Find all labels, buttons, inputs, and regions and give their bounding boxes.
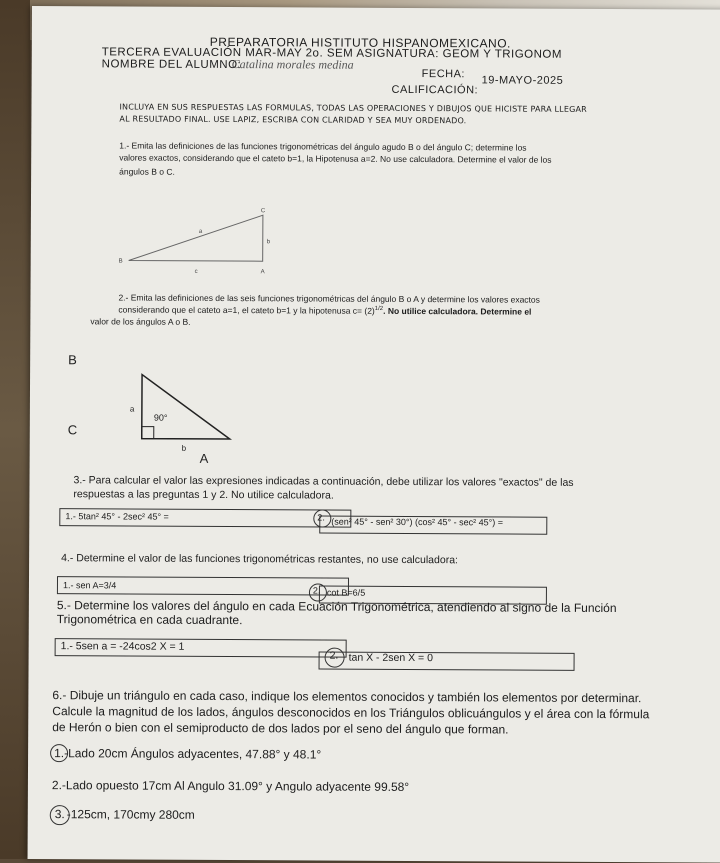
q2-triangle-diagram [60, 346, 241, 472]
q2-label-B: B [68, 352, 77, 368]
q6-item1: -Lado 20cm Ángulos adyacentes, 47.88° y 48.1° [64, 746, 322, 762]
q1-label-A: A [260, 269, 265, 276]
q3-item1: 1.- 5tan² 45° - 2sec² 45° = [65, 511, 169, 522]
q4-item2-number: 2. [312, 585, 321, 596]
q4-item2: cot B=6/5 [326, 587, 366, 598]
name-label: NOMBRE DEL ALUMNO: [101, 58, 242, 72]
q3-item2: (sen² 45° - sen² 30°) (cos² 45° - sec² 45°) = [331, 516, 504, 528]
q6-item2: 2.-Lado opuesto 17cm Al Angulo 31.09° y Angulo adyacente 99.58° [51, 778, 410, 794]
desk-edge [0, 0, 30, 859]
q1-line2: valores exactos, considerando que el cateto b=1, la Hipotenusa a=2. No use calculadora. Determine el valor de los [119, 152, 552, 165]
q6-line1: 6.- Dibuje un triángulo en cada caso, indique los elementos conocidos y también los elementos por determinar. [52, 688, 642, 706]
q1-triangle [129, 215, 263, 262]
q2-label-C: C [67, 422, 78, 438]
instructions-line2: AL RESULTADO FINAL. USE LAPIZ, ESCRIBA CON CLARIDAD Y SEA MUY ORDENADO. [119, 114, 467, 126]
grade-label: CALIFICACIÓN: [391, 83, 479, 97]
q6-item1-number: 1. [54, 746, 65, 761]
q2-line1: 2.- Emita las definiciones de las seis funciones trigonométricas del ángulo B o A y determine los valores exactos [118, 292, 540, 305]
q1-line3: ángulos B o C. [119, 166, 175, 177]
q4-line1: 4.- Determine el valor de las funciones trigonométricas restantes, no use calculadora: [61, 552, 459, 567]
q2-line2: considerando que el cateto a=1, el cateto b=1 y la hipotenusa $c= (2)^{1/2}$. No utilice calculadora. Determine el [118, 304, 532, 317]
evaluation-line: TERCERA EVALUACIÓN MAR-MAY 2o. SEM ASIGNATURA: GEOM Y TRIGONOM [101, 46, 563, 61]
q1-line1: 1.- Emita las definiciones de las funciones trigonométricas del ángulo agudo B o del ángulo C; determine los [119, 140, 527, 153]
q5-line2: Trigonométrica en cada cuadrante. [56, 612, 243, 628]
q2-right-angle-mark [142, 427, 154, 439]
school-name: PREPARATORIA HISTITUTO HISPANOMEXICANO. [209, 34, 511, 51]
q2-label-angle: 90° [153, 412, 168, 423]
q3-line1: 3.- Para calcular el valor las expresiones indicadas a continuación, debe utilizar los valores "exactos" de las [73, 474, 574, 489]
q2-label-a: a [129, 404, 135, 414]
q6-item3-number: 3. [54, 807, 65, 822]
q5-item2: tan X - 2sen X = 0 [348, 651, 433, 665]
q5-line1: 5.- Determine los valores del ángulo en cada Ecuación Trigonométrica, atendiendo al signo de la Función [56, 598, 617, 616]
q1-label-a: a [198, 228, 203, 235]
q1-label-B: B [118, 258, 123, 265]
date-label: FECHA: [421, 68, 466, 81]
q5-item2-number: 2. [329, 649, 339, 662]
q3-item2-number: 2. [317, 512, 325, 523]
q3-line2: respuestas a las preguntas 1 y 2. No utilice calculadora. [73, 488, 334, 502]
q2-triangle [142, 375, 230, 439]
q2-exponent: 1/2 [374, 305, 384, 313]
q1-triangle-diagram [111, 202, 291, 281]
student-name: Catalina morales medina [231, 57, 354, 72]
q1-label-c: C [260, 208, 266, 215]
q6-line2: Calcule la magnitud de los lados, ángulos desconocidos en los Triángulos oblicuángulos y el área con la fórmula [52, 704, 650, 722]
q1-label-c-side: c [194, 268, 198, 275]
q6-item3: -125cm, 170cmy 280cm [66, 807, 195, 822]
q2-line3: valor de los ángulos A o B. [90, 316, 191, 327]
q4-item1: 1.- sen A=3/4 [62, 580, 117, 591]
instructions-line1: INCLUYA EN SUS RESPUESTAS LAS FORMULAS, TODAS LAS OPERACIONES Y DIBUJOS QUE HICISTE PARA LLEGAR [119, 102, 587, 114]
q2-label-A: A [199, 450, 209, 466]
q1-label-b: b [266, 239, 271, 246]
exam-sheet [28, 6, 720, 863]
q6-line3: de Herón o bien con el semiproducto de dos lados por el seno del ángulo que forman. [52, 720, 509, 737]
q5-item1: 1.- 5sen a = -24cos2 X = 1 [60, 640, 185, 653]
q2-label-b: b [181, 443, 187, 453]
date-value: 19-MAYO-2025 [481, 74, 564, 87]
